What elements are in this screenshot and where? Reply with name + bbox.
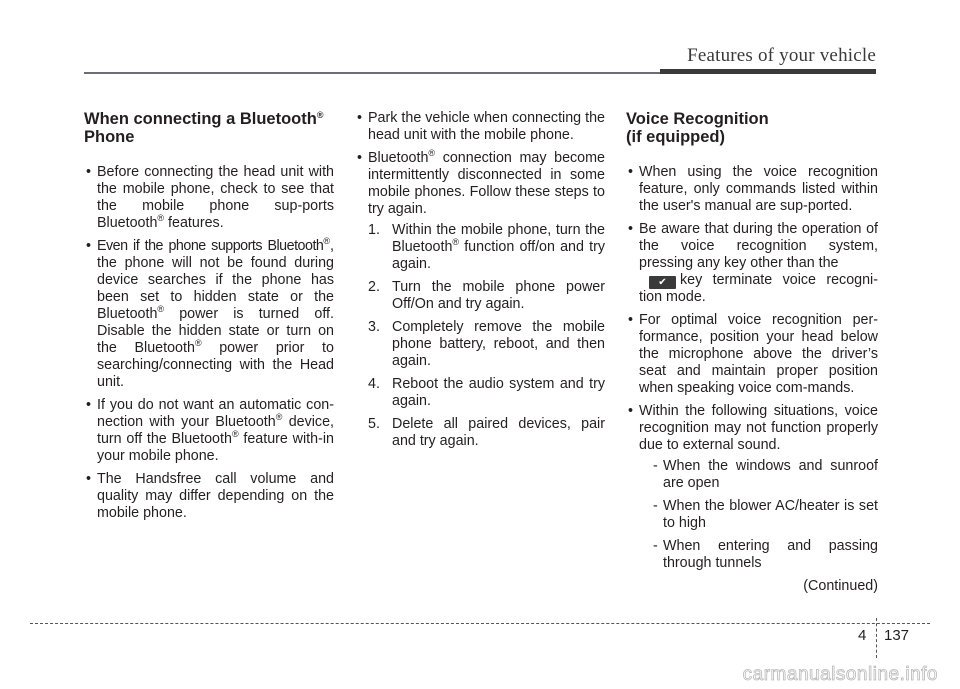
dash-item: - When entering and passing through tunnels: [653, 538, 878, 571]
column-1: [84, 110, 334, 528]
bluetooth-bullet-list: [84, 164, 334, 522]
step-item: 4. Reboot the audio system and try again.: [368, 376, 605, 409]
list-item: • Before connecting the head unit with the mobile phone, check to see that the mobile phone sup-ports Bluetooth® features.: [84, 164, 334, 232]
column-2: [355, 110, 605, 456]
list-item: • Bluetooth® connection may become intermittently disconnected in some mobile phones. Follow these steps to try again. 1. Within the mobile phone, turn the Bluetooth® function off/on and try again. 2. Turn the mobile phone power Off/On and try again. 3. Completely remove the mobile phone battery, reboot, and then again. 4. Reboot the audio system and try again. 5. Delete all paired devices, pair and try again.: [355, 150, 605, 450]
continued-label: (Continued): [803, 578, 878, 594]
list-item: • Be aware that during the operation of the voice recognition system, pressing any key other than the ✔ key terminate voice recogni-tion mode.: [626, 221, 878, 306]
list-item: • If you do not want an automatic con-nection with your Bluetooth® device, turn off the Bluetooth® feature with-in your mobile phone.: [84, 397, 334, 465]
footer-rule: [30, 623, 930, 624]
page-number-divider: [876, 618, 877, 658]
bluetooth-connect-heading: When connecting a Bluetooth® Phone: [84, 110, 324, 146]
voice-bullet-list: [626, 164, 878, 572]
step-item: 2. Turn the mobile phone power Off/On and try again.: [368, 279, 605, 312]
list-item: • When using the voice recognition feature, only commands listed within the user's manual are sup-ported.: [626, 164, 878, 215]
step-item: 3. Completely remove the mobile phone battery, reboot, and then again.: [368, 319, 605, 369]
step-item: 5. Delete all paired devices, pair and try again.: [368, 416, 605, 449]
dash-item: - When the blower AC/heater is set to high: [653, 498, 878, 531]
list-item: • For optimal voice recognition per-formance, position your head below the microphone above the driver’s seat and maintain proper position when speaking voice com-mands.: [626, 312, 878, 397]
voice-recognition-heading: Voice Recognition (if equipped): [626, 110, 769, 146]
retry-steps-list: [368, 222, 605, 450]
connection-bullet-list: [355, 110, 605, 450]
dash-item: - When the windows and sunroof are open: [653, 458, 878, 491]
page-header-title: Features of your vehicle: [687, 45, 876, 66]
chapter-number: 4: [858, 627, 867, 644]
step-item: 1. Within the mobile phone, turn the Bluetooth® function off/on and try again.: [368, 222, 605, 272]
list-item: • Park the vehicle when connecting the head unit with the mobile phone.: [355, 110, 605, 144]
column-3: [626, 110, 878, 595]
header-rule-accent: [660, 69, 876, 74]
noise-situations-list: [639, 458, 878, 572]
talk-key-icon: ✔: [649, 276, 676, 289]
watermark: carmanualsonline.info: [742, 664, 938, 685]
list-item: • Even if the phone supports Bluetooth®, the phone will not be found during device searches if the phone has been set to hidden state or the Bluetooth® power is turned off. Disable the hidden state or turn on the Bluetooth® power prior to searching/connecting with the Head unit.: [84, 238, 334, 391]
list-item: • Within the following situations, voice recognition may not function properly due to external sound. - When the windows and sunroof are open - When the blower AC/heater is set to high - When entering and passing through tunnels: [626, 403, 878, 572]
list-item: • The Handsfree call volume and quality may differ depending on the mobile phone.: [84, 471, 334, 522]
page-number: 137: [884, 627, 910, 644]
